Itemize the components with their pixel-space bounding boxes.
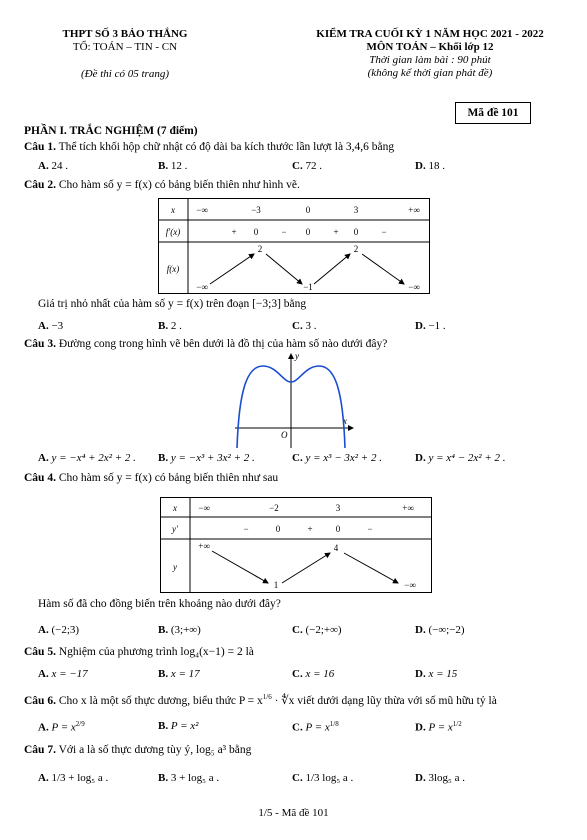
- q2-option-b[interactable]: B. 2 .: [158, 320, 182, 332]
- q1-option-d[interactable]: D. 18 .: [415, 160, 445, 172]
- sign: 0: [253, 227, 259, 237]
- pages-note: (Đề thi có 05 trang): [81, 68, 169, 80]
- f-val: −1: [303, 282, 313, 292]
- exam-time: Thời gian làm bài : 90 phút: [369, 54, 491, 66]
- q6-option-c[interactable]: C. $P = x^{1/8}$: [292, 720, 339, 734]
- q1-option-c[interactable]: C. 72 .: [292, 160, 322, 172]
- sign: −: [367, 524, 373, 534]
- q7-option-a[interactable]: A. 1/3 + log₅ a .: [38, 772, 109, 784]
- x-val: +∞: [402, 503, 414, 513]
- q6-option-d[interactable]: D. $P = x^{1/2}$: [415, 720, 462, 734]
- question-2: [24, 179, 300, 191]
- x-val: 3: [353, 205, 359, 215]
- f-val: 1: [273, 580, 279, 590]
- question-7: [24, 744, 251, 756]
- question-label: Câu 2.: [24, 179, 56, 191]
- q1-option-b[interactable]: B. 12 .: [158, 160, 188, 172]
- page-footer: 1/5 - Mã đề 101: [258, 807, 329, 819]
- q7-option-c[interactable]: C. 1/3 log₅ a .: [292, 772, 354, 784]
- question-label: Câu 5.: [24, 646, 56, 658]
- question-text: Cho x là một số thực dương, biểu thức P = x: [58, 695, 263, 707]
- table-function-label: f(x): [166, 264, 180, 274]
- question-3: [24, 338, 387, 350]
- x-val: −∞: [196, 205, 208, 215]
- q2-option-c[interactable]: C. 3 .: [292, 320, 317, 332]
- sign: 0: [335, 524, 341, 534]
- q4-option-a[interactable]: A. (−2;3): [38, 624, 80, 636]
- table-x-label: x: [173, 503, 177, 513]
- q2-question: Giá trị nhỏ nhất của hàm số y = f(x) trên đoạn [−3;3] bằng: [38, 298, 307, 310]
- question-text: Thể tích khối hộp chữ nhật có độ dài ba kích thước lần lượt là 3,4,6 bằng: [58, 141, 395, 153]
- q3-option-c[interactable]: C. y = x³ − 3x² + 2 .: [292, 452, 382, 464]
- f-val: −∞: [408, 282, 420, 292]
- question-text: Cho hàm số y = f(x) có bảng biến thiên như sau: [58, 472, 279, 484]
- question-text: Cho hàm số y = f(x) có bảng biến thiên như hình vẽ.: [58, 179, 300, 191]
- table-function-label: y: [173, 562, 177, 572]
- axis-x-label: x: [343, 416, 347, 426]
- exam-time-note: (không kể thời gian phát đề): [367, 67, 493, 79]
- q7-option-b[interactable]: B. 3 + log₅ a .: [158, 772, 220, 784]
- question-label: Câu 4.: [24, 472, 56, 484]
- q5-option-c[interactable]: C. x = 16: [292, 668, 335, 680]
- q3-option-b[interactable]: B. y = −x³ + 3x² + 2 .: [158, 452, 255, 464]
- x-val: −2: [269, 503, 279, 513]
- question-label: Câu 7.: [24, 744, 56, 756]
- exam-subject: MÔN TOÁN – Khối lớp 12: [366, 41, 494, 53]
- q3-option-a[interactable]: A. y = −x⁴ + 2x² + 2 .: [38, 452, 136, 464]
- f-val: 4: [333, 543, 339, 553]
- x-val: +∞: [408, 205, 420, 215]
- question-label: Câu 3.: [24, 338, 56, 350]
- sign: 0: [305, 227, 311, 237]
- question-5: [24, 646, 254, 658]
- sign: +: [231, 227, 237, 237]
- sign: −: [381, 227, 387, 237]
- x-val: 3: [335, 503, 341, 513]
- sign: +: [333, 227, 339, 237]
- exponent: 1/6: [262, 693, 272, 702]
- sign: 0: [275, 524, 281, 534]
- variation-table-q4: [160, 497, 432, 593]
- axis-y-label: y: [295, 351, 299, 361]
- q1-option-a[interactable]: A. 24 .: [38, 160, 68, 172]
- question-6: [24, 693, 497, 707]
- question-label: Câu 6.: [24, 695, 56, 707]
- q6-option-b[interactable]: B. P = x²: [158, 720, 199, 732]
- question-1: [24, 141, 394, 153]
- exam-code-box: Mã đề 101: [455, 102, 531, 124]
- school-name: THPT SỐ 3 BẢO THẮNG: [62, 28, 188, 40]
- sign: −: [281, 227, 287, 237]
- table-x-label: x: [171, 205, 175, 215]
- q4-option-d[interactable]: D. (−∞;−2): [415, 624, 465, 636]
- sign: −: [243, 524, 249, 534]
- question-4: [24, 472, 278, 484]
- variation-table-q2: [158, 198, 430, 294]
- f-val: 2: [353, 244, 359, 254]
- f-val: 2: [257, 244, 263, 254]
- department: TỔ: TOÁN – TIN - CN: [72, 41, 178, 53]
- q2-option-d[interactable]: D. −1 .: [415, 320, 446, 332]
- sign: +: [307, 524, 313, 534]
- q5-option-d[interactable]: D. x = 15: [415, 668, 458, 680]
- q5-option-b[interactable]: B. x = 17: [158, 668, 200, 680]
- question-text: Với a là số thực dương tùy ý, log₅ a³ bằng: [58, 744, 252, 756]
- f-val: −∞: [404, 580, 416, 590]
- q4-option-c[interactable]: C. (−2;+∞): [292, 624, 342, 636]
- exam-title: KIỂM TRA CUỐI KỲ 1 NĂM HỌC 2021 - 2022: [316, 28, 544, 40]
- origin-label: O: [281, 430, 288, 440]
- question-text: Đường cong trong hình vẽ bên dưới là đồ thị của hàm số nào dưới đây?: [58, 338, 388, 350]
- sign: 0: [353, 227, 359, 237]
- q6-option-a[interactable]: A. $P = x^{2/9}$: [38, 720, 85, 734]
- question-text: Nghiệm của phương trình log₄(x−1) = 2 là: [58, 646, 254, 658]
- q3-graph: [225, 350, 360, 450]
- q5-option-a[interactable]: A. x = −17: [38, 668, 88, 680]
- section-title: PHẦN I. TRẮC NGHIỆM (7 điểm): [24, 125, 198, 137]
- q4-question: Hàm số đã cho đồng biến trên khoảng nào dưới đây?: [38, 598, 281, 610]
- table-derivative-label: y′: [172, 524, 178, 534]
- x-val: −∞: [198, 503, 210, 513]
- x-val: 0: [305, 205, 311, 215]
- q2-option-a[interactable]: A. −3: [38, 320, 64, 332]
- f-val: −∞: [196, 282, 208, 292]
- q7-option-d[interactable]: D. 3log₅ a .: [415, 772, 465, 784]
- question-text: · ∜x viết dưới dạng lũy thừa với số mũ hữu tỷ là: [274, 695, 497, 707]
- table-derivative-label: f′(x): [165, 227, 181, 237]
- q4-option-b[interactable]: B. (3;+∞): [158, 624, 201, 636]
- f-val: +∞: [198, 541, 210, 551]
- x-val: −3: [251, 205, 261, 215]
- question-label: Câu 1.: [24, 141, 56, 153]
- q3-option-d[interactable]: D. y = x⁴ − 2x² + 2 .: [415, 452, 506, 464]
